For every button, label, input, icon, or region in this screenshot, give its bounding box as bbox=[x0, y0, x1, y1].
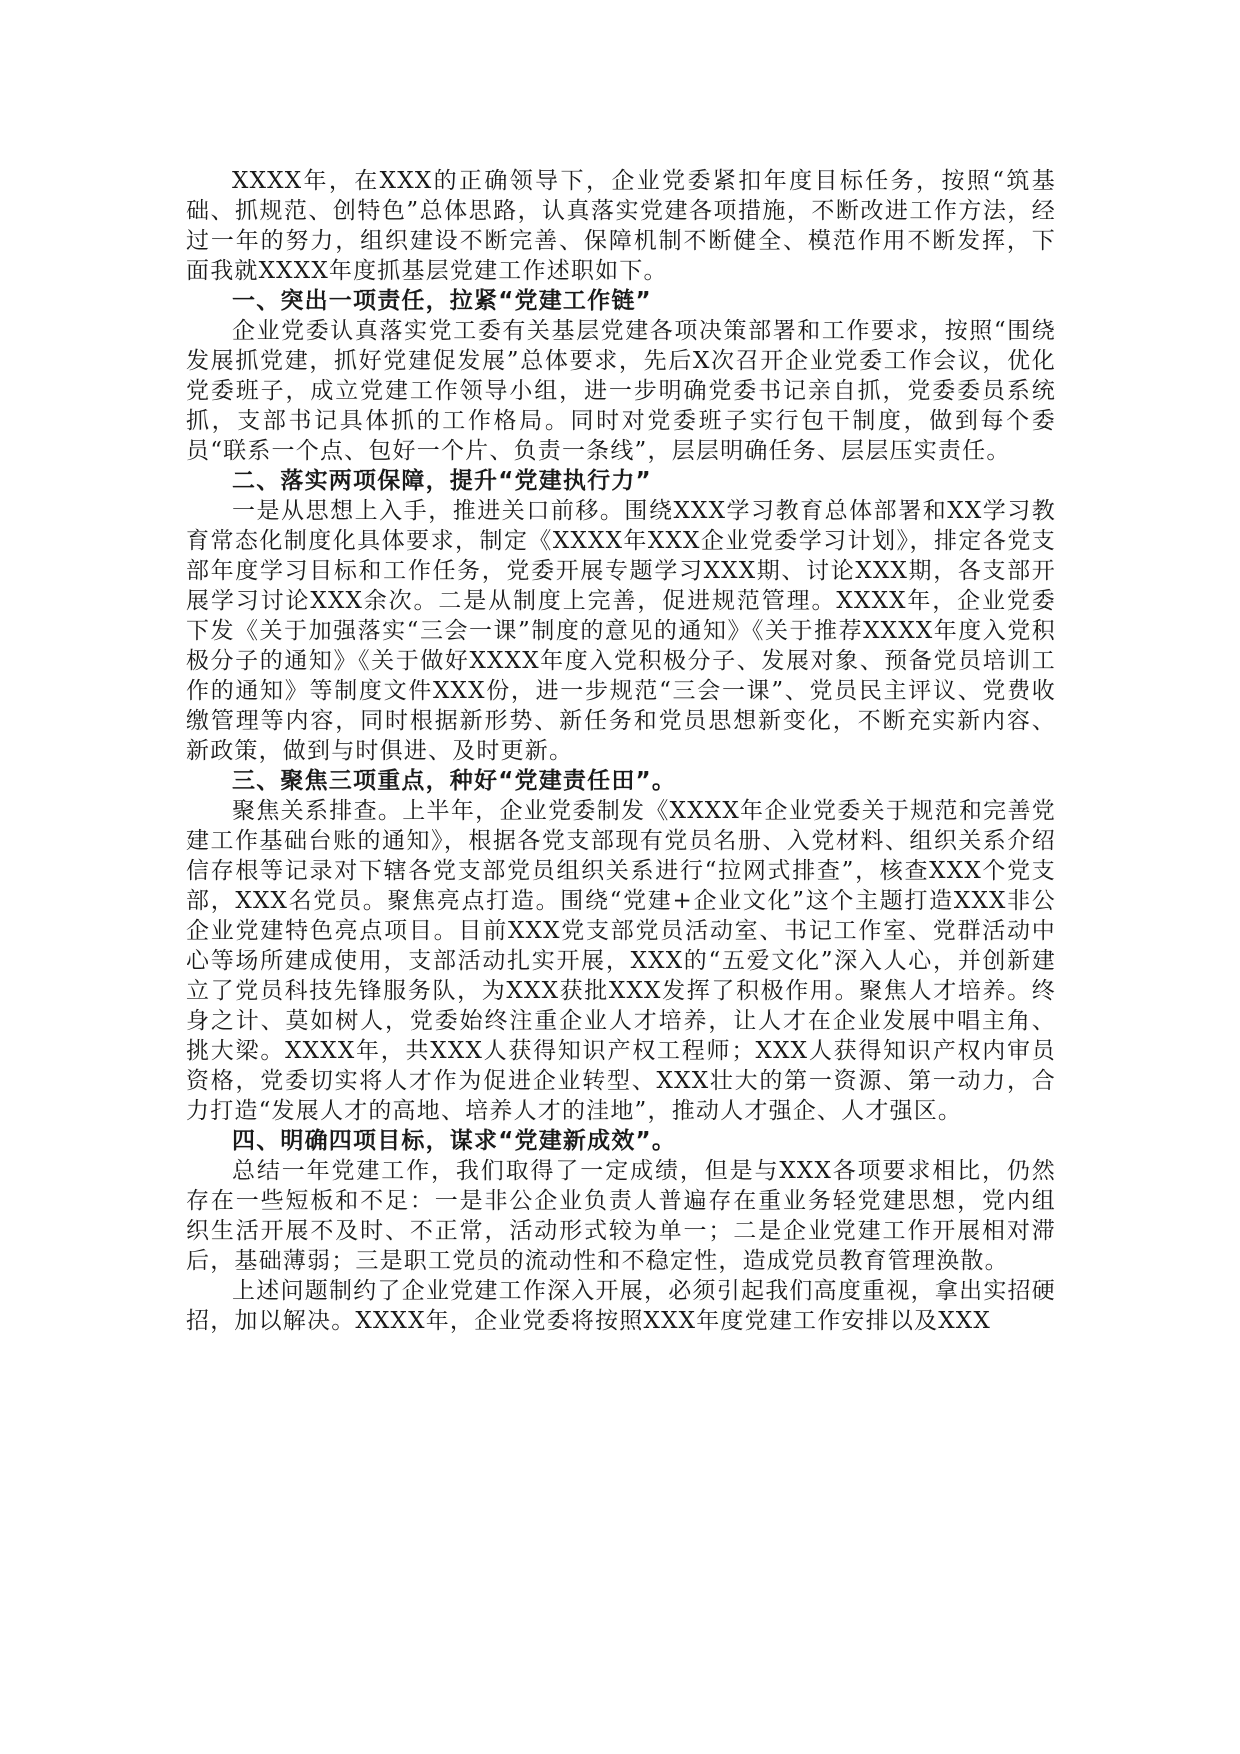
document-body bbox=[186, 166, 1056, 1336]
section-1-paragraph: 企业党委认真落实党工委有关基层党建各项决策部署和工作要求，按照“围绕发展抓党建，抓好党建促发展”总体要求，先后X次召开企业党委工作会议，优化党委班子，成立党建工作领导小组，进一步明确党委书记亲自抓，党委委员系统抓，支部书记具体抓的工作格局。同时对党委班子实行包干制度，做到每个委员“联系一个点、包好一个片、负责一条线”，层层明确任务、层层压实责任。 bbox=[186, 318, 1056, 464]
closing-paragraph: 上述问题制约了企业党建工作深入开展，必须引起我们高度重视，拿出实招硬招，加以解决。XXXX年，企业党委将按照XXX年度党建工作安排以及XXX bbox=[186, 1278, 1056, 1334]
section-2-paragraph: 一是从思想上入手，推进关口前移。围绕XXX学习教育总体部署和XX学习教育常态化制度化具体要求，制定《XXXX年XXX企业党委学习计划》，排定各党支部年度学习目标和工作任务，党委开展专题学习XXX期、讨论XXX期，各支部开展学习讨论XXX余次。二是从制度上完善，促进规范管理。XXXX年，企业党委下发《关于加强落实“三会一课”制度的意见的通知》《关于推荐XXXX年度入党积极分子的通知》《关于做好XXXX年度入党积极分子、发展对象、预备党员培训工作的通知》等制度文件XXX份，进一步规范“三会一课”、党员民主评议、党费收缴管理等内容，同时根据新形势、新任务和党员思想新变化，不断充实新内容、新政策，做到与时俱进、及时更新。 bbox=[186, 498, 1056, 764]
section-heading-4: 四、明确四项目标，谋求“党建新成效”。 bbox=[232, 1128, 677, 1154]
section-heading-2: 二、落实两项保障，提升“党建执行力” bbox=[232, 468, 652, 494]
section-heading-1: 一、突出一项责任，拉紧“党建工作链” bbox=[232, 288, 652, 314]
section-4-paragraph: 总结一年党建工作，我们取得了一定成绩，但是与XXX各项要求相比，仍然存在一些短板和不足：一是非公企业负责人普遍存在重业务轻党建思想，党内组织生活开展不及时、不正常，活动形式较为单一；二是企业党建工作开展相对滞后，基础薄弱；三是职工党员的流动性和不稳定性，造成党员教育管理涣散。 bbox=[186, 1158, 1056, 1274]
section-heading-3: 三、聚焦三项重点，种好“党建责任田”。 bbox=[232, 768, 677, 794]
section-3-paragraph: 聚焦关系排查。上半年，企业党委制发《XXXX年企业党委关于规范和完善党建工作基础台账的通知》，根据各党支部现有党员名册、入党材料、组织关系介绍信存根等记录对下辖各党支部党员组织关系进行“拉网式排查”，核查XXX个党支部，XXX名党员。聚焦亮点打造。围绕“党建+企业文化”这个主题打造XXX非公企业党建特色亮点项目。目前XXX党支部党员活动室、书记工作室、党群活动中心等场所建成使用，支部活动扎实开展，XXX的“五爱文化”深入人心，并创新建立了党员科技先锋服务队，为XXX获批XXX发挥了积极作用。聚焦人才培养。终身之计、莫如树人，党委始终注重企业人才培养，让人才在企业发展中唱主角、挑大梁。XXXX年，共XXX人获得知识产权工程师；XXX人获得知识产权内审员资格，党委切实将人才作为促进企业转型、XXX壮大的第一资源、第一动力，合力打造“发展人才的高地、培养人才的洼地”，推动人才强企、人才强区。 bbox=[186, 798, 1056, 1124]
intro-paragraph: XXXX年，在XXX的正确领导下，企业党委紧扣年度目标任务，按照“筑基础、抓规范、创特色”总体思路，认真落实党建各项措施，不断改进工作方法，经过一年的努力，组织建设不断完善、保障机制不断健全、模范作用不断发挥，下面我就XXXX年度抓基层党建工作述职如下。 bbox=[186, 168, 1056, 284]
